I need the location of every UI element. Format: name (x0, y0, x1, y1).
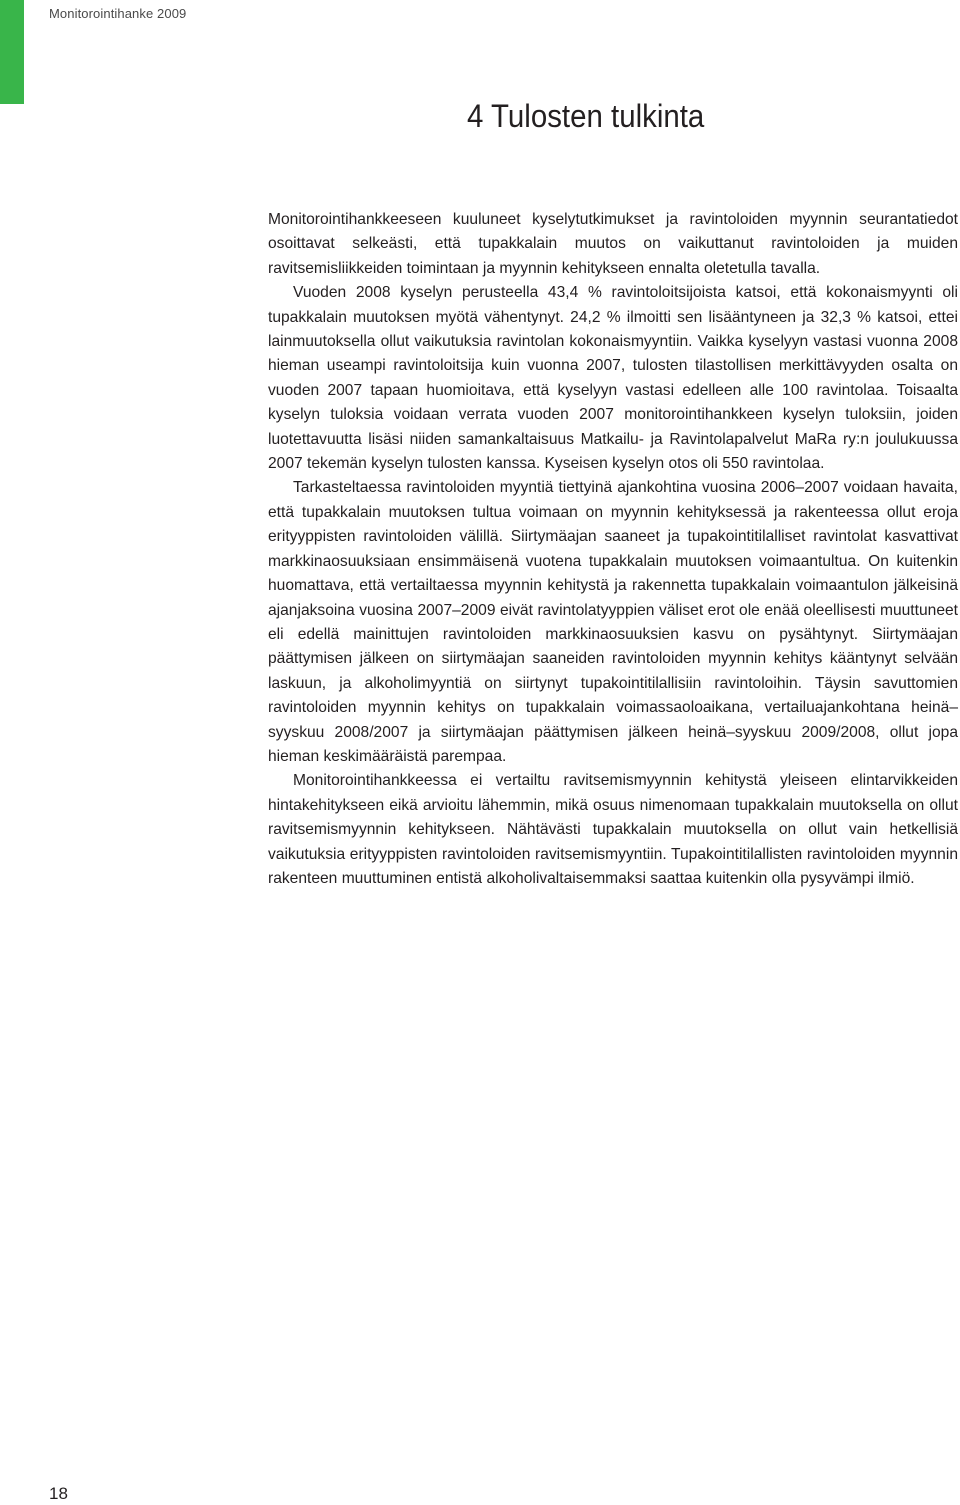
body-text (268, 208, 958, 891)
paragraph-sales-development: Tarkasteltaessa ravintoloiden myyntiä tiettyinä ajankohtina vuosina 2006–2007 voidaan havaita, että tupakkalain muutoksen tultua voimaan on myynnin kehityksessä ja rakenteessa ollut eroja erityyppisten ravintoloiden välillä. Siirtymäajan saaneet ja tupakointitilalliset ravintolat kasvattivat markkinaosuuksiaan ensimmäisenä vuotena tupakkalain muutoksen voimaantultua. On kuitenkin huomattava, että vertailtaessa myynnin kehitystä ja rakennetta tupakkalain voimaantulon jälkeisinä ajanjaksoina vuosina 2007–2009 eivät ravintolatyyppien väliset erot ole enää oleellisesti muuttuneet eli edellä mainittujen ravintoloiden markkinaosuuksien kasvu on pysähtynyt. Siirtymäajan päättymisen jälkeen on siirtymäajan saaneiden ravintoloiden myynnin kehitys kääntynyt selvään laskuun, ja alkoholimyyntiä on siirtynyt tupakointitilallisiin ravintoloihin. Täysin savuttomien ravintoloiden myynnin kehitys on tupakkalain voimassaoloaikana, vertailuajankohtana heinä–syyskuu 2008/2007 ja siirtymäajan päättymisen jälkeen heinä–syyskuu 2009/2008, ollut jopa hieman keskimääräistä parempaa. (268, 479, 958, 765)
chapter-color-tab (0, 0, 24, 104)
paragraph-survey-results: Vuoden 2008 kyselyn perusteella 43,4 % ravintoloitsijoista katsoi, että kokonaismyynti oli tupakkalain muutoksen myötä vähentynyt. 24,2 % ilmoitti sen lisääntyneen ja 32,3 % katsoi, ettei lainmuutoksella ollut vaikutuksia ravintolan kokonaismyyntiin. Vaikka kyselyyn vastasi vuonna 2008 hieman useampi ravintoloitsija kuin vuonna 2007, tulosten tilastollisen merkittävyyden osalta on vuoden 2007 tapaan huomioitava, että kyselyyn vastasi edelleen alle 100 ravintolaa. Toisaalta kyselyn tuloksia voidaan verrata vuoden 2007 monitorointihankkeen kyselyn tuloksiin, joiden luotettavuutta lisäsi niiden samankaltaisuus Matkailu- ja Ravintolapalvelut MaRa ry:n joulukuussa 2007 tekemän kyselyn tulosten kanssa. Kyseisen kyselyn otos oli 550 ravintolaa. (268, 284, 958, 473)
paragraph-conclusion: Monitorointihankkeessa ei vertailtu ravitsemismyynnin kehitystä yleiseen elintarvikkeiden hintakehitykseen eikä arvioitu lähemmin, mikä osuus nimenomaan tupakkalain muutoksella on ollut ravitsemismyynnin kehitykseen. Nähtävästi tupakkalain muutoksella on ollut vain hetkellisiä vaikutuksia erityyppisten ravintoloiden ravitsemismyyntiin. Tupakointitilallisten ravintoloiden myynnin rakenteen muuttuminen entistä alkoholivaltaisemmaksi saattaa kuitenkin olla pysyvämpi ilmiö. (268, 772, 958, 887)
paragraph-intro: Monitorointihankkeeseen kuuluneet kyselytutkimukset ja ravintoloiden myynnin seurantatiedot osoittavat selkeästi, että tupakkalain muutos on vaikuttanut ravintoloiden ja muiden ravitsemisliikkeiden toimintaan ja myynnin kehitykseen ennalta oletetulla tavalla. (268, 211, 958, 277)
page-number: 18 (49, 1484, 68, 1503)
running-header: Monitorointihanke 2009 (49, 6, 187, 21)
chapter-title: 4 Tulosten tulkinta (467, 98, 705, 134)
